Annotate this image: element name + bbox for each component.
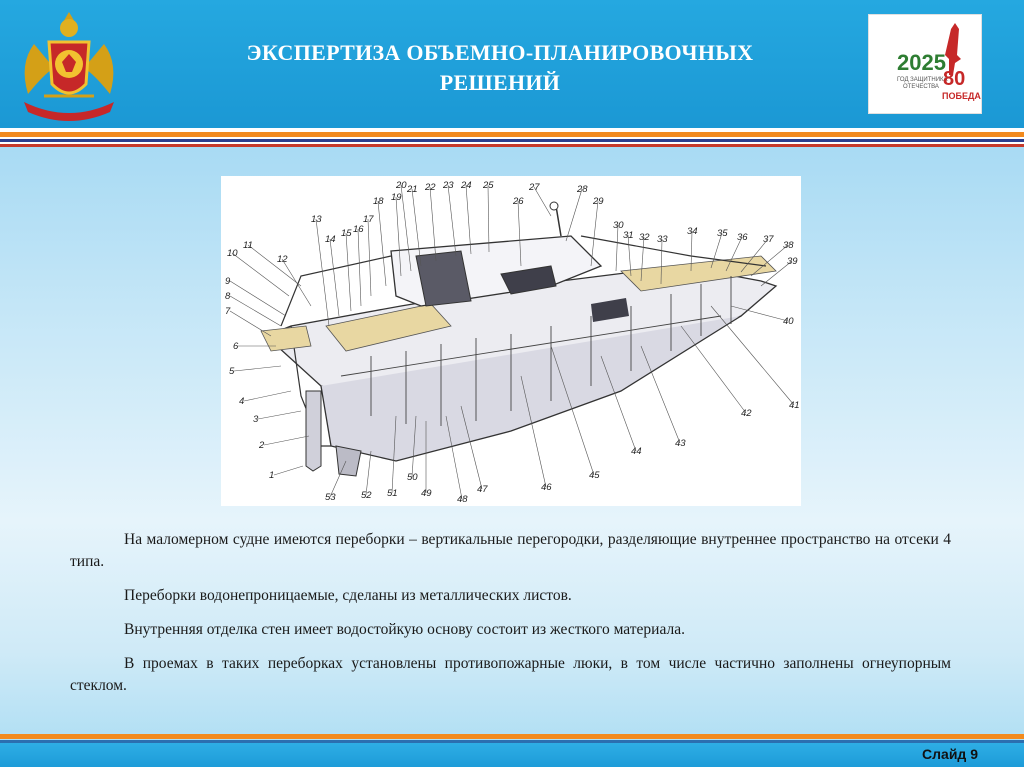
title-line-2: РЕШЕНИЙ: [439, 70, 561, 95]
callout-16: 16: [353, 224, 364, 235]
callout-leader-18: [378, 201, 386, 286]
callout-18: 18: [373, 196, 384, 207]
callout-33: 33: [657, 234, 668, 245]
callout-leader-2: [264, 436, 309, 445]
callout-leader-14: [330, 239, 339, 316]
callout-leader-11: [248, 245, 301, 286]
callout-38: 38: [783, 240, 794, 251]
callout-39: 39: [787, 256, 798, 267]
callout-24: 24: [461, 180, 472, 191]
callout-leader-16: [358, 229, 361, 306]
callout-20: 20: [396, 180, 407, 191]
callout-leader-24: [466, 185, 471, 254]
paragraph-2: Переборки водонепроницаемые, сделаны из металлических листов.: [124, 587, 572, 604]
callout-15: 15: [341, 228, 352, 239]
victory-2025-badge: [868, 14, 982, 114]
callout-leader-42: [681, 326, 746, 413]
callout-9: 9: [225, 276, 231, 287]
callout-leader-4: [244, 391, 291, 401]
callout-23: 23: [443, 180, 454, 191]
header-divider-stripes: [0, 128, 1024, 152]
callout-7: 7: [225, 306, 231, 317]
callout-19: 19: [391, 192, 402, 203]
paragraph-3: Внутренняя отделка стен имеет водостойкую основу состоит из жесткого материала.: [124, 621, 685, 638]
callout-leader-15: [346, 233, 351, 311]
callout-leader-30: [616, 225, 618, 271]
callout-29: 29: [593, 196, 604, 207]
callout-leader-17: [368, 219, 371, 296]
header-bar: [0, 0, 1024, 128]
callout-leader-28: [566, 189, 582, 241]
badge-number: 80: [943, 68, 966, 90]
callout-48: 48: [457, 494, 468, 505]
callout-leader-29: [591, 201, 598, 266]
callout-leader-9: [230, 281, 286, 316]
callout-27: 27: [529, 182, 540, 193]
callout-8: 8: [225, 291, 231, 302]
callout-45: 45: [589, 470, 600, 481]
badge-word: ПОБЕДА!: [942, 91, 981, 101]
callout-6: 6: [233, 341, 239, 352]
callout-36: 36: [737, 232, 748, 243]
callout-13: 13: [311, 214, 322, 225]
callout-17: 17: [363, 214, 374, 225]
callout-leader-12: [282, 259, 311, 306]
callout-leader-5: [234, 366, 281, 371]
callout-42: 42: [741, 408, 752, 419]
callout-52: 52: [361, 490, 372, 501]
callout-10: 10: [227, 248, 238, 259]
callout-leader-3: [258, 411, 301, 419]
callout-22: 22: [425, 182, 436, 193]
footer-bar: [0, 743, 1024, 767]
page-title: [160, 38, 840, 98]
callout-49: 49: [421, 488, 432, 499]
callout-32: 32: [639, 232, 650, 243]
emchs-emblem-icon: [14, 4, 124, 126]
callout-leader-8: [230, 296, 281, 326]
callout-leader-1: [274, 466, 303, 475]
callout-35: 35: [717, 228, 728, 239]
callout-37: 37: [763, 234, 774, 245]
badge-subtitle-2: ОТЕЧЕСТВА: [903, 84, 939, 90]
callout-leader-7: [230, 311, 271, 336]
body-text: [70, 529, 951, 709]
callout-4: 4: [239, 396, 245, 407]
callout-44: 44: [631, 446, 642, 457]
callout-leader-27: [534, 187, 551, 216]
callout-46: 46: [541, 482, 552, 493]
callout-47: 47: [477, 484, 488, 495]
callout-31: 31: [623, 230, 634, 241]
callout-25: 25: [483, 180, 494, 191]
callout-5: 5: [229, 366, 235, 377]
callout-2: 2: [259, 440, 265, 451]
callout-leader-25: [488, 185, 489, 252]
badge-subtitle-1: ГОД ЗАЩИТНИКА: [897, 77, 948, 83]
callout-34: 34: [687, 226, 698, 237]
footer-orange-line: [0, 734, 1024, 739]
slide-number: Слайд 9: [922, 746, 978, 762]
callout-21: 21: [407, 184, 418, 195]
boat-cutaway-illustration: [221, 176, 801, 506]
callout-3: 3: [253, 414, 259, 425]
callout-leader-41: [711, 306, 794, 405]
callout-leader-52: [366, 451, 371, 495]
callout-53: 53: [325, 492, 336, 503]
title-line-1: ЭКСПЕРТИЗА ОБЪЕМНО-ПЛАНИРОВОЧНЫХ: [246, 40, 754, 65]
callout-26: 26: [513, 196, 524, 207]
callout-1: 1: [269, 470, 275, 481]
boat-diagram: [221, 176, 801, 506]
callout-41: 41: [789, 400, 800, 411]
callout-40: 40: [783, 316, 794, 327]
callout-11: 11: [243, 240, 253, 251]
callout-43: 43: [675, 438, 686, 449]
callout-14: 14: [325, 234, 336, 245]
badge-year: 2025: [897, 50, 946, 75]
paragraph-1: На маломерном судне имеются переборки – вертикальные перегородки, разделяющие внутреннее пространство на отсеки 4 типа.: [70, 531, 951, 570]
paragraph-4: В проемах в таких переборках установлены противопожарные люки, в том числе частично заполнены огнеупорным стеклом.: [70, 655, 951, 694]
callout-28: 28: [577, 184, 588, 195]
callout-51: 51: [387, 488, 398, 499]
callout-30: 30: [613, 220, 624, 231]
callout-50: 50: [407, 472, 418, 483]
callout-12: 12: [277, 254, 288, 265]
